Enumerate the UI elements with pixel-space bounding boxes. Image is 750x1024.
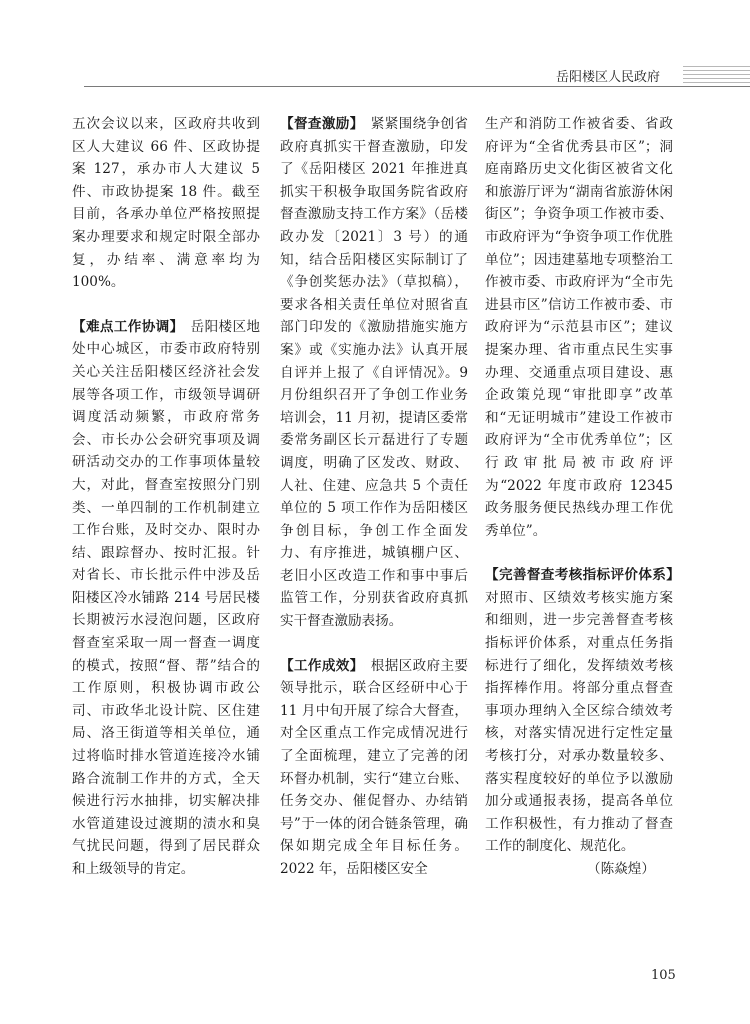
paragraph-body: 岳阳楼区地处中心城区，市委市政府特别关心关注岳阳楼区经济社会发展等各项工作，市级领导调研调度活动频繁，市政府常务会、市长办公会研究事项及调研活动交办的工作事项体量较大，对此，督查室按照分门别类、一单四制的工作机制建立工作台账，及时交办、限时办结、跟踪督办、按时汇报。针对省长、市长批示件中涉及岳阳楼区冷水铺路 214 号居民楼长期被污水浸泡问题，区政府督查室采取一周一督查一调度的模式，按照“督、帮”结合的工作原则，积极协调市政公司、市政华北设计院、区住建局、洛王街道等相关单位，通过将临时排水管道连接冷水铺路合流制工作井的方式，全天候进行污水抽排，切实解决排水管道建设过渡期的渍水和臭气扰民问题，得到了居民群众和上级领导的肯定。 <box>72 318 261 877</box>
text-column-1 <box>72 113 260 881</box>
text-column-2 <box>280 113 468 881</box>
paragraph: 五次会议以来，区政府共收到区人大建议 66 件、区政协提案 127，承办市人大建议 5 件、市政协提案 18 件。截至目前，各承办单位严格按照提案办理要求和规定时限全部办复，办结率、满意率均为 100%。 <box>72 116 260 291</box>
section-heading: 【完善督查考核指标评价体系】 <box>485 567 673 584</box>
header-rule <box>84 86 750 87</box>
paragraph-body: 根据区政府主要领导批示，联合区经研中心于 11 月中旬开展了综合大督查，对全区重点工作完成情况进行了全面梳理，建立了完善的闭环督办机制，实行“建立台账、任务交办、催促督办、办结销号”于一体的闭合链条管理，确保如期完成全年目标任务。2022 年，岳阳楼区安全 <box>280 657 469 877</box>
section-heading: 【难点工作协调】 <box>72 318 177 335</box>
text-column-3 <box>485 113 673 881</box>
paragraph-work-results <box>280 655 468 881</box>
paragraph-supervision-incentive <box>280 113 468 633</box>
section-heading: 【工作成效】 <box>280 657 357 674</box>
paragraph-difficult-coordination <box>72 316 260 881</box>
author-signature: （陈焱煌） <box>587 861 655 877</box>
paragraph: 生产和消防工作被省委、省政府评为“全省优秀县市区”；洞庭南路历史文化街区被省文化和旅游厅评为“湖南省旅游休闲街区”；争资争项工作被市委、市政府评为“争资争项工作优胜单位”；因违建墓地专项整治工作被市委、市政府评为“全市先进县市区”信访工作被市委、市政府评为“示范县市区”；建议提案办理、省市重点民生实事办理、交通重点项目建设、惠企政策兑现“审批即享”改革和“无证明城市”建设工作被市政府评为“全市优秀单位”；区行政审批局被市政府评为“2022 年度市政府 12345 政务服务便民热线办理工作优秀单位”。 <box>485 116 673 539</box>
page-header-title: 岳阳楼区人民政府 <box>556 70 661 85</box>
paragraph-body: 紧紧围绕争创省政府真抓实干督查激励，印发了《岳阳楼区 2021 年推进真抓实干积极争取国务院省政府督查激励支持工作方案》（岳楼政办发〔2021〕3 号）的通知，结合岳阳楼区实际制订了《争创奖惩办法》（草拟稿），要求各相关责任单位对照省直部门印发的《激励措施实施方案》或《实施办法》认真开展自评并上报了《自评情况》。9 月份组织召开了争创工作业务培训会，11 月初，提请区委常委常务副区长亓磊进行了专题调度，明确了区发改、财政、人社、住建、应急共 5 个责任单位的 5 项工作作为岳阳楼区争创目标，争创工作全面发力、有序推进，城镇棚户区、老旧小区改造工作和事中事后监管工作，分别获省政府真抓实干督查激励表扬。 <box>280 116 469 630</box>
page-number: 105 <box>651 968 676 983</box>
section-heading: 【督查激励】 <box>280 116 357 132</box>
paragraph-body: 对照市、区绩效考核实施方案和细则，进一步完善督查考核指标评价体系，对重点任务指标进行了细化，发挥绩效考核指挥棒作用。将部分重点督查事项办理纳入全区综合绩效考核，对落实情况进行定性定量考核打分，对承办数量较多、落实程度较好的单位予以激励加分或通报表扬，提高各单位工作积极性，有力推动了督查工作的制度化、规范化。 <box>485 589 673 855</box>
paragraph-evaluation-system <box>485 564 673 858</box>
